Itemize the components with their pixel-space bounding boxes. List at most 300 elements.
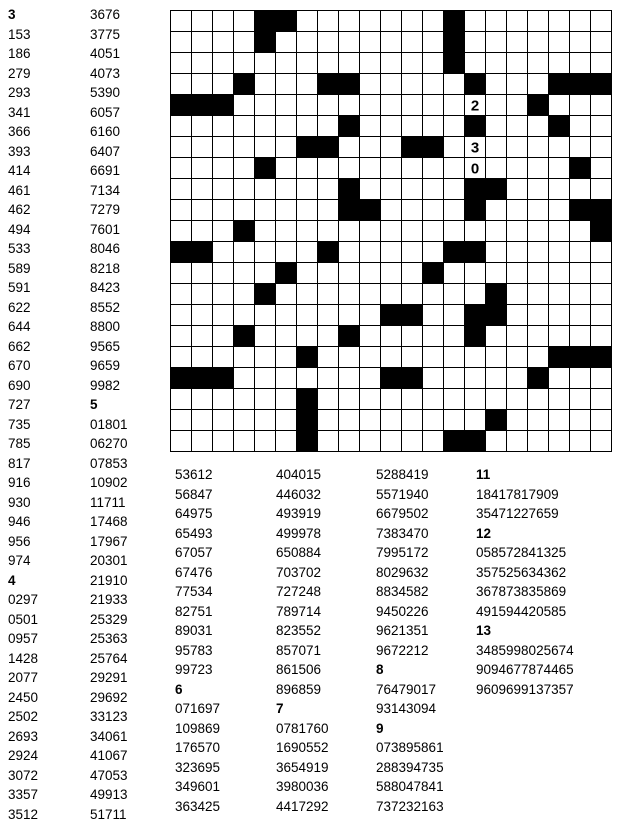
grid-cell[interactable] [465, 32, 486, 53]
grid-cell[interactable] [276, 74, 297, 95]
grid-cell[interactable] [591, 368, 612, 389]
grid-cell[interactable] [318, 179, 339, 200]
grid-cell[interactable] [360, 368, 381, 389]
grid-cell[interactable] [507, 179, 528, 200]
grid-cell[interactable] [381, 179, 402, 200]
grid-cell[interactable] [276, 95, 297, 116]
grid-cell[interactable] [318, 32, 339, 53]
grid-cell[interactable] [507, 74, 528, 95]
grid-cell[interactable] [486, 32, 507, 53]
grid-cell[interactable] [234, 242, 255, 263]
grid-cell[interactable] [255, 263, 276, 284]
grid-cell[interactable] [192, 263, 213, 284]
grid-cell[interactable] [486, 11, 507, 32]
grid-cell[interactable] [234, 389, 255, 410]
grid-cell[interactable] [192, 410, 213, 431]
grid-cell[interactable] [486, 242, 507, 263]
grid-cell[interactable] [297, 263, 318, 284]
grid-cell[interactable] [339, 95, 360, 116]
grid-cell[interactable] [402, 11, 423, 32]
grid-cell[interactable] [213, 347, 234, 368]
grid-cell[interactable] [423, 347, 444, 368]
grid-cell[interactable] [234, 32, 255, 53]
grid-cell[interactable] [297, 53, 318, 74]
grid-cell[interactable] [381, 137, 402, 158]
grid-cell[interactable] [528, 32, 549, 53]
grid-cell[interactable] [570, 410, 591, 431]
grid-cell[interactable] [444, 389, 465, 410]
grid-cell[interactable] [234, 347, 255, 368]
grid-cell[interactable] [528, 410, 549, 431]
grid-cell[interactable] [171, 158, 192, 179]
grid-cell[interactable] [465, 347, 486, 368]
grid-cell[interactable] [234, 431, 255, 452]
grid-cell[interactable] [213, 74, 234, 95]
grid-cell[interactable] [570, 221, 591, 242]
grid-cell[interactable] [444, 137, 465, 158]
grid-cell[interactable] [570, 11, 591, 32]
grid-cell[interactable] [402, 242, 423, 263]
grid-cell[interactable] [255, 179, 276, 200]
grid-cell[interactable] [213, 431, 234, 452]
grid-cell[interactable] [528, 116, 549, 137]
grid-cell[interactable] [318, 200, 339, 221]
grid-cell[interactable] [213, 32, 234, 53]
grid-cell[interactable] [360, 53, 381, 74]
grid-cell[interactable] [591, 179, 612, 200]
grid-cell[interactable] [360, 137, 381, 158]
grid-cell[interactable] [528, 389, 549, 410]
grid-cell[interactable] [507, 116, 528, 137]
grid-cell[interactable] [255, 431, 276, 452]
grid-cell[interactable] [213, 200, 234, 221]
grid-cell[interactable] [171, 32, 192, 53]
grid-cell[interactable] [465, 53, 486, 74]
grid-cell[interactable] [465, 221, 486, 242]
grid-cell[interactable] [507, 11, 528, 32]
grid-cell[interactable] [318, 11, 339, 32]
grid-cell[interactable] [276, 221, 297, 242]
grid-cell[interactable] [339, 431, 360, 452]
grid-cell[interactable] [339, 389, 360, 410]
grid-cell[interactable] [423, 389, 444, 410]
grid-cell[interactable] [213, 305, 234, 326]
grid-cell[interactable] [444, 326, 465, 347]
grid-cell[interactable] [549, 221, 570, 242]
grid-cell[interactable] [423, 32, 444, 53]
grid-cell[interactable] [465, 368, 486, 389]
grid-cell[interactable] [192, 284, 213, 305]
grid-cell[interactable] [486, 431, 507, 452]
grid-cell[interactable] [507, 305, 528, 326]
grid-cell[interactable] [276, 158, 297, 179]
grid-cell[interactable] [549, 158, 570, 179]
grid-cell[interactable] [255, 221, 276, 242]
grid-cell[interactable] [255, 200, 276, 221]
grid-cell[interactable] [402, 410, 423, 431]
grid-cell[interactable] [213, 179, 234, 200]
grid-cell[interactable] [486, 389, 507, 410]
grid-cell[interactable] [486, 263, 507, 284]
grid-cell[interactable] [318, 53, 339, 74]
grid-cell[interactable] [402, 95, 423, 116]
grid-cell[interactable] [234, 116, 255, 137]
grid-cell[interactable] [444, 221, 465, 242]
grid-cell[interactable] [234, 11, 255, 32]
grid-cell[interactable] [171, 53, 192, 74]
grid-cell[interactable] [339, 158, 360, 179]
grid-cell[interactable] [486, 368, 507, 389]
grid-cell[interactable] [276, 410, 297, 431]
grid-cell[interactable] [549, 95, 570, 116]
grid-cell[interactable] [171, 263, 192, 284]
grid-cell[interactable] [528, 263, 549, 284]
grid-cell[interactable] [360, 95, 381, 116]
grid-cell[interactable] [465, 263, 486, 284]
grid-cell[interactable] [360, 116, 381, 137]
grid-cell[interactable] [297, 326, 318, 347]
grid-cell[interactable] [549, 326, 570, 347]
grid-cell[interactable] [276, 179, 297, 200]
grid-cell[interactable] [381, 326, 402, 347]
grid-cell[interactable] [339, 32, 360, 53]
grid-cell[interactable] [234, 200, 255, 221]
grid-cell[interactable] [339, 53, 360, 74]
grid-cell[interactable] [234, 368, 255, 389]
grid-cell[interactable] [507, 53, 528, 74]
grid-cell[interactable] [192, 74, 213, 95]
grid-cell[interactable] [381, 221, 402, 242]
grid-cell[interactable] [381, 431, 402, 452]
grid-cell[interactable] [402, 179, 423, 200]
grid-cell[interactable] [318, 305, 339, 326]
grid-cell[interactable] [360, 179, 381, 200]
grid-cell[interactable] [276, 32, 297, 53]
grid-cell[interactable] [276, 326, 297, 347]
grid-cell[interactable] [444, 95, 465, 116]
grid-cell[interactable] [423, 284, 444, 305]
grid-cell[interactable] [360, 221, 381, 242]
grid-cell[interactable] [528, 221, 549, 242]
grid-cell[interactable] [297, 116, 318, 137]
grid-cell[interactable] [549, 200, 570, 221]
grid-cell[interactable] [507, 284, 528, 305]
grid-cell[interactable] [465, 389, 486, 410]
grid-cell[interactable] [171, 389, 192, 410]
grid-cell[interactable] [549, 284, 570, 305]
grid-cell[interactable] [507, 158, 528, 179]
grid-cell[interactable] [381, 74, 402, 95]
grid-cell[interactable] [423, 326, 444, 347]
grid-cell[interactable] [276, 305, 297, 326]
grid-cell[interactable] [318, 221, 339, 242]
grid-cell[interactable] [402, 53, 423, 74]
grid-cell[interactable] [507, 242, 528, 263]
grid-cell[interactable] [192, 116, 213, 137]
grid-cell[interactable] [486, 74, 507, 95]
grid-cell[interactable] [507, 389, 528, 410]
grid-cell[interactable] [171, 221, 192, 242]
grid-cell[interactable] [381, 95, 402, 116]
grid-cell[interactable] [528, 179, 549, 200]
grid-cell[interactable] [234, 410, 255, 431]
grid-cell[interactable] [234, 284, 255, 305]
grid-cell[interactable] [591, 95, 612, 116]
grid-cell[interactable] [297, 242, 318, 263]
grid-cell[interactable] [360, 389, 381, 410]
grid-cell[interactable] [318, 368, 339, 389]
grid-cell[interactable] [192, 200, 213, 221]
grid-cell[interactable] [171, 305, 192, 326]
grid-cell[interactable] [486, 116, 507, 137]
grid-cell[interactable] [339, 410, 360, 431]
grid-cell[interactable] [549, 137, 570, 158]
grid-cell[interactable] [528, 242, 549, 263]
grid-cell[interactable] [423, 179, 444, 200]
grid-cell[interactable] [276, 368, 297, 389]
grid-cell[interactable] [423, 242, 444, 263]
grid-cell[interactable] [192, 53, 213, 74]
grid-cell[interactable] [570, 305, 591, 326]
grid-cell[interactable] [402, 326, 423, 347]
grid-cell[interactable] [339, 242, 360, 263]
grid-cell[interactable] [234, 158, 255, 179]
grid-cell[interactable] [276, 347, 297, 368]
grid-cell[interactable] [591, 284, 612, 305]
grid-cell[interactable] [276, 242, 297, 263]
grid-cell[interactable] [171, 137, 192, 158]
grid-cell[interactable] [486, 53, 507, 74]
grid-cell[interactable] [360, 158, 381, 179]
grid-cell[interactable] [297, 74, 318, 95]
grid-cell[interactable] [255, 74, 276, 95]
grid-cell[interactable] [591, 158, 612, 179]
grid-cell[interactable] [444, 284, 465, 305]
grid-cell[interactable] [591, 11, 612, 32]
grid-cell[interactable] [360, 242, 381, 263]
grid-cell[interactable] [297, 158, 318, 179]
grid-cell[interactable] [381, 242, 402, 263]
grid-cell[interactable] [213, 326, 234, 347]
grid-cell[interactable] [549, 410, 570, 431]
grid-cell[interactable] [549, 11, 570, 32]
grid-cell[interactable] [486, 158, 507, 179]
grid-cell[interactable] [171, 116, 192, 137]
grid-cell[interactable] [528, 284, 549, 305]
grid-cell[interactable] [360, 11, 381, 32]
puzzle-grid[interactable] [170, 10, 611, 451]
grid-cell[interactable] [339, 305, 360, 326]
grid-cell[interactable] [444, 158, 465, 179]
grid-cell[interactable] [360, 263, 381, 284]
grid-cell[interactable] [255, 389, 276, 410]
grid-cell[interactable] [255, 410, 276, 431]
grid-cell[interactable] [423, 410, 444, 431]
grid-cell[interactable] [381, 53, 402, 74]
grid-cell[interactable] [444, 74, 465, 95]
grid-cell[interactable] [570, 137, 591, 158]
grid-cell[interactable] [591, 116, 612, 137]
grid-cell[interactable] [423, 158, 444, 179]
grid-cell[interactable] [402, 74, 423, 95]
grid-cell[interactable] [360, 410, 381, 431]
grid-cell[interactable] [549, 305, 570, 326]
grid-cell[interactable] [402, 389, 423, 410]
grid-cell[interactable] [318, 410, 339, 431]
grid-cell[interactable] [444, 410, 465, 431]
grid-cell[interactable] [528, 200, 549, 221]
grid-cell[interactable] [570, 431, 591, 452]
grid-cell[interactable] [297, 95, 318, 116]
grid-cell[interactable] [171, 74, 192, 95]
grid-cell[interactable] [297, 284, 318, 305]
grid-cell[interactable] [192, 158, 213, 179]
grid-cell[interactable] [192, 179, 213, 200]
grid-cell[interactable] [192, 347, 213, 368]
grid-cell[interactable] [423, 95, 444, 116]
grid-cell[interactable] [192, 305, 213, 326]
grid-cell[interactable] [213, 389, 234, 410]
grid-cell[interactable] [360, 284, 381, 305]
grid-cell[interactable] [486, 326, 507, 347]
grid-cell[interactable] [171, 431, 192, 452]
grid-cell[interactable] [339, 11, 360, 32]
grid-cell[interactable] [444, 347, 465, 368]
grid-cell[interactable] [318, 116, 339, 137]
grid-cell[interactable] [528, 74, 549, 95]
grid-cell[interactable] [549, 242, 570, 263]
grid-cell[interactable] [528, 11, 549, 32]
grid-cell[interactable] [360, 74, 381, 95]
grid-cell[interactable] [549, 53, 570, 74]
grid-cell[interactable] [591, 389, 612, 410]
grid-cell[interactable] [381, 158, 402, 179]
grid-cell[interactable] [570, 53, 591, 74]
grid-cell[interactable] [570, 242, 591, 263]
grid-cell[interactable] [213, 221, 234, 242]
grid-cell[interactable] [213, 53, 234, 74]
grid-cell[interactable] [234, 137, 255, 158]
grid-cell[interactable] [339, 137, 360, 158]
grid-cell[interactable] [507, 95, 528, 116]
grid-cell[interactable] [192, 389, 213, 410]
grid-cell[interactable] [591, 263, 612, 284]
grid-cell[interactable] [255, 305, 276, 326]
grid-cell[interactable] [507, 263, 528, 284]
grid-cell[interactable] [339, 284, 360, 305]
grid-cell[interactable] [570, 179, 591, 200]
grid-cell[interactable] [213, 11, 234, 32]
grid-cell[interactable] [339, 347, 360, 368]
grid-cell[interactable] [507, 32, 528, 53]
grid-cell[interactable] [465, 410, 486, 431]
grid-cell[interactable] [591, 305, 612, 326]
grid-cell[interactable] [549, 389, 570, 410]
grid-cell[interactable] [486, 200, 507, 221]
grid-cell[interactable] [423, 53, 444, 74]
grid-cell[interactable] [171, 326, 192, 347]
grid-cell[interactable] [381, 347, 402, 368]
grid-cell[interactable] [465, 11, 486, 32]
grid-cell[interactable] [507, 347, 528, 368]
grid-cell[interactable] [255, 368, 276, 389]
grid-cell[interactable] [276, 116, 297, 137]
grid-cell[interactable] [507, 431, 528, 452]
grid-cell[interactable] [297, 200, 318, 221]
grid-cell[interactable] [402, 347, 423, 368]
grid-cell[interactable] [423, 200, 444, 221]
grid-cell[interactable] [444, 263, 465, 284]
grid-cell[interactable] [591, 32, 612, 53]
grid-cell[interactable] [570, 389, 591, 410]
grid-cell[interactable] [402, 263, 423, 284]
grid-cell[interactable] [570, 326, 591, 347]
grid-cell[interactable] [591, 326, 612, 347]
grid-cell[interactable] [402, 32, 423, 53]
grid-cell[interactable] [528, 431, 549, 452]
grid-cell[interactable] [192, 431, 213, 452]
grid-cell[interactable] [423, 221, 444, 242]
grid-cell[interactable] [360, 32, 381, 53]
grid-cell[interactable] [507, 221, 528, 242]
grid-cell[interactable] [234, 95, 255, 116]
grid-cell[interactable] [192, 137, 213, 158]
grid-cell[interactable] [507, 200, 528, 221]
grid-cell[interactable] [255, 347, 276, 368]
grid-cell[interactable] [255, 53, 276, 74]
grid-cell[interactable] [213, 410, 234, 431]
grid-cell[interactable] [276, 137, 297, 158]
grid-cell[interactable] [318, 389, 339, 410]
grid-cell[interactable] [318, 284, 339, 305]
grid-cell[interactable] [486, 95, 507, 116]
grid-cell[interactable] [255, 242, 276, 263]
grid-cell[interactable] [297, 368, 318, 389]
grid-cell[interactable] [213, 242, 234, 263]
grid-cell[interactable] [402, 200, 423, 221]
grid-cell[interactable] [528, 326, 549, 347]
grid-cell[interactable] [318, 347, 339, 368]
grid-cell[interactable] [339, 368, 360, 389]
grid-cell[interactable] [276, 431, 297, 452]
grid-cell[interactable] [402, 158, 423, 179]
grid-cell[interactable] [570, 368, 591, 389]
grid-cell[interactable] [360, 305, 381, 326]
grid-cell[interactable] [507, 368, 528, 389]
grid-cell[interactable] [486, 347, 507, 368]
grid-cell[interactable] [213, 116, 234, 137]
grid-cell[interactable] [192, 11, 213, 32]
grid-cell[interactable] [234, 305, 255, 326]
grid-cell[interactable] [549, 32, 570, 53]
grid-cell[interactable] [570, 95, 591, 116]
grid-cell[interactable] [276, 284, 297, 305]
grid-cell[interactable] [465, 284, 486, 305]
grid-cell[interactable] [318, 95, 339, 116]
grid-cell[interactable] [381, 200, 402, 221]
grid-cell[interactable] [297, 11, 318, 32]
grid-cell[interactable] [507, 326, 528, 347]
grid-cell[interactable] [549, 263, 570, 284]
grid-cell[interactable] [297, 32, 318, 53]
grid-cell[interactable] [171, 410, 192, 431]
grid-cell[interactable] [339, 221, 360, 242]
grid-cell[interactable] [528, 53, 549, 74]
grid-cell[interactable] [528, 305, 549, 326]
grid-cell[interactable] [213, 263, 234, 284]
grid-cell[interactable] [381, 11, 402, 32]
grid-cell[interactable] [255, 137, 276, 158]
